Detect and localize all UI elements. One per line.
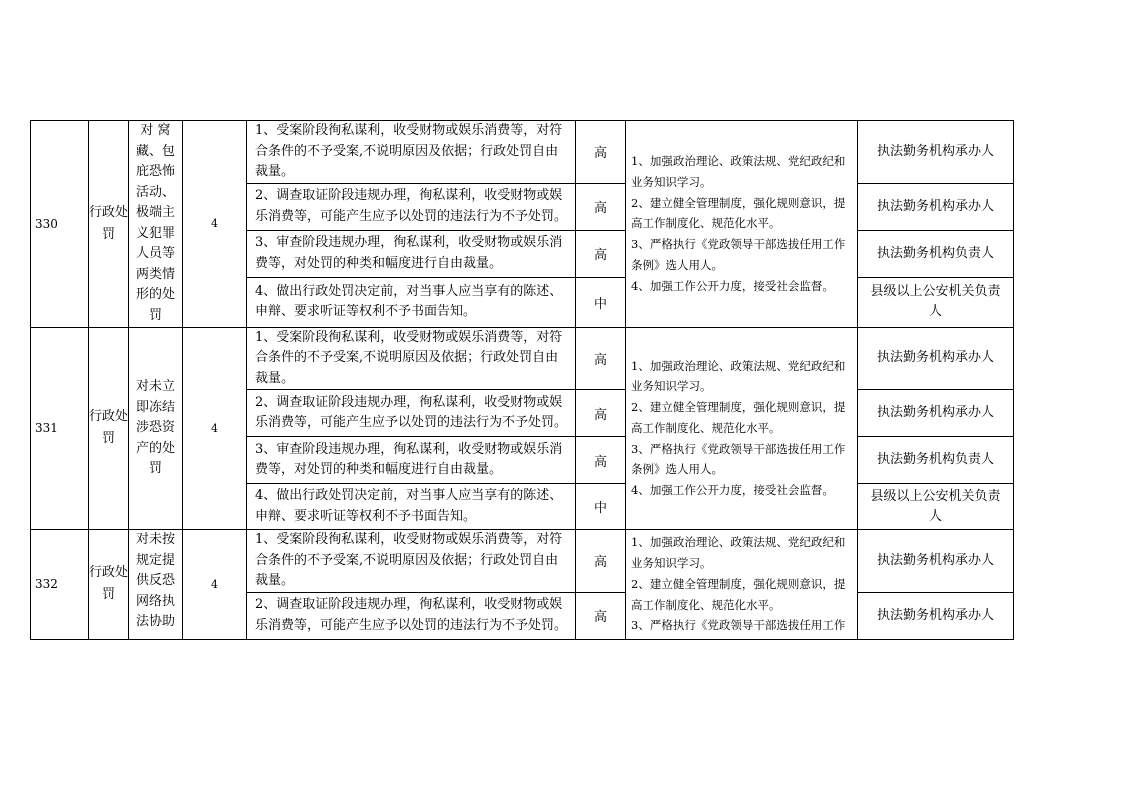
risk-table	[30, 120, 1014, 640]
risk-point: 2、调查取证阶段违规办理，徇私谋利，收受财物或娱乐消费等，可能产生应予以处罚的违法行为不予处罚。	[247, 390, 576, 437]
power-type: 行政处罚	[89, 121, 129, 328]
table-row	[31, 121, 1014, 184]
measure-line: 1、加强政治理论、政策法规、党纪政纪和	[631, 358, 846, 373]
item-number: 332	[31, 530, 89, 640]
measure-line: 2、建立健全管理制度，强化规则意识，提	[631, 195, 846, 210]
measure-line: 2、建立健全管理制度，强化规则意识，提	[631, 400, 846, 415]
table-row	[31, 530, 1014, 593]
risk-level: 高	[576, 592, 626, 639]
risk-level: 高	[576, 327, 626, 390]
responsible-person: 执法勤务机构承办人	[858, 390, 1014, 437]
risk-level: 高	[576, 230, 626, 277]
risk-point: 4、做出行政处罚决定前，对当事人应当享有的陈述、申辩、要求听证等权利不予书面告知。	[247, 277, 576, 327]
measure-line: 1、加强政治理论、政策法规、党纪政纪和	[631, 535, 846, 550]
risk-point: 3、审查阶段违规办理，徇私谋利，收受财物或娱乐消费等，对处罚的种类和幅度进行自由裁量。	[247, 230, 576, 277]
measure-line: 业务知识学习。	[631, 556, 712, 571]
risk-level: 中	[576, 484, 626, 530]
measure-line: 3、严格执行《党政领导干部选拔任用工作	[631, 618, 846, 633]
prevention-measures	[626, 530, 858, 640]
measure-line: 高工作制度化、规范化水平。	[631, 420, 781, 435]
measure-line: 3、严格执行《党政领导干部选拔任用工作	[631, 441, 846, 456]
power-type: 行政处罚	[89, 530, 129, 640]
measure-line: 4、加强工作公开力度，接受社会监督。	[631, 278, 834, 293]
risk-point: 4、做出行政处罚决定前，对当事人应当享有的陈述、申辩、要求听证等权利不予书面告知。	[247, 484, 576, 530]
measure-line: 高工作制度化、规范化水平。	[631, 597, 781, 612]
risk-point: 1、受案阶段徇私谋利，收受财物或娱乐消费等，对符合条件的不予受案,不说明原因及依据；行政处罚自由裁量。	[247, 530, 576, 593]
measure-line: 条例》选人用人。	[631, 462, 723, 477]
measure-line: 3、严格执行《党政领导干部选拔任用工作	[631, 237, 846, 252]
responsible-person: 执法勤务机构负责人	[858, 230, 1014, 277]
prevention-measures	[626, 121, 858, 328]
risk-point: 1、受案阶段徇私谋利，收受财物或娱乐消费等，对符合条件的不予受案,不说明原因及依据；行政处罚自由裁量。	[247, 121, 576, 184]
prevention-measures	[626, 327, 858, 530]
responsible-person: 执法勤务机构负责人	[858, 437, 1014, 484]
measure-line: 4、加强工作公开力度，接受社会监督。	[631, 483, 834, 497]
risk-point: 3、审查阶段违规办理，徇私谋利，收受财物或娱乐消费等，对处罚的种类和幅度进行自由裁量。	[247, 437, 576, 484]
risk-level: 高	[576, 183, 626, 230]
risk-point: 2、调查取证阶段违规办理，徇私谋利，收受财物或娱乐消费等，可能产生应予以处罚的违法行为不予处罚。	[247, 592, 576, 639]
responsible-person: 县级以上公安机关负责人	[858, 277, 1014, 327]
risk-level: 高	[576, 390, 626, 437]
risk-level: 高	[576, 530, 626, 593]
risk-level: 中	[576, 277, 626, 327]
power-type: 行政处罚	[89, 327, 129, 530]
risk-level: 高	[576, 121, 626, 184]
risk-point: 2、调查取证阶段违规办理，徇私谋利，收受财物或娱乐消费等，可能产生应予以处罚的违法行为不予处罚。	[247, 183, 576, 230]
measure-line: 业务知识学习。	[631, 379, 712, 394]
risk-count: 4	[183, 530, 247, 640]
risk-level: 高	[576, 437, 626, 484]
measure-line: 1、加强政治理论、政策法规、党纪政纪和	[631, 154, 846, 169]
measure-line: 条例》选人用人。	[631, 257, 723, 272]
item-name-text: 对未按规定提供反恐网络执法协助	[135, 532, 175, 630]
item-number: 330	[31, 121, 89, 328]
risk-point: 1、受案阶段徇私谋利，收受财物或娱乐消费等，对符合条件的不予受案,不说明原因及依据；行政处罚自由裁量。	[247, 327, 576, 390]
responsible-person: 执法勤务机构承办人	[858, 183, 1014, 230]
measure-line: 高工作制度化、规范化水平。	[631, 216, 781, 231]
item-name	[129, 530, 183, 640]
item-number: 331	[31, 327, 89, 530]
responsible-person: 执法勤务机构承办人	[858, 121, 1014, 184]
measure-line: 业务知识学习。	[631, 174, 712, 189]
measure-line: 2、建立健全管理制度，强化规则意识，提	[631, 576, 846, 591]
responsible-person: 执法勤务机构承办人	[858, 592, 1014, 639]
risk-count: 4	[183, 327, 247, 530]
item-name: 对未立即冻结涉恐资产的处罚	[129, 327, 183, 530]
responsible-person: 县级以上公安机关负责人	[858, 484, 1014, 530]
responsible-person: 执法勤务机构承办人	[858, 530, 1014, 593]
responsible-person: 执法勤务机构承办人	[858, 327, 1014, 390]
item-name: 对 窝藏、包庇恐怖活动、极端主义犯罪人员等两类情形的处罚	[129, 121, 183, 328]
risk-count: 4	[183, 121, 247, 328]
table-row	[31, 327, 1014, 390]
